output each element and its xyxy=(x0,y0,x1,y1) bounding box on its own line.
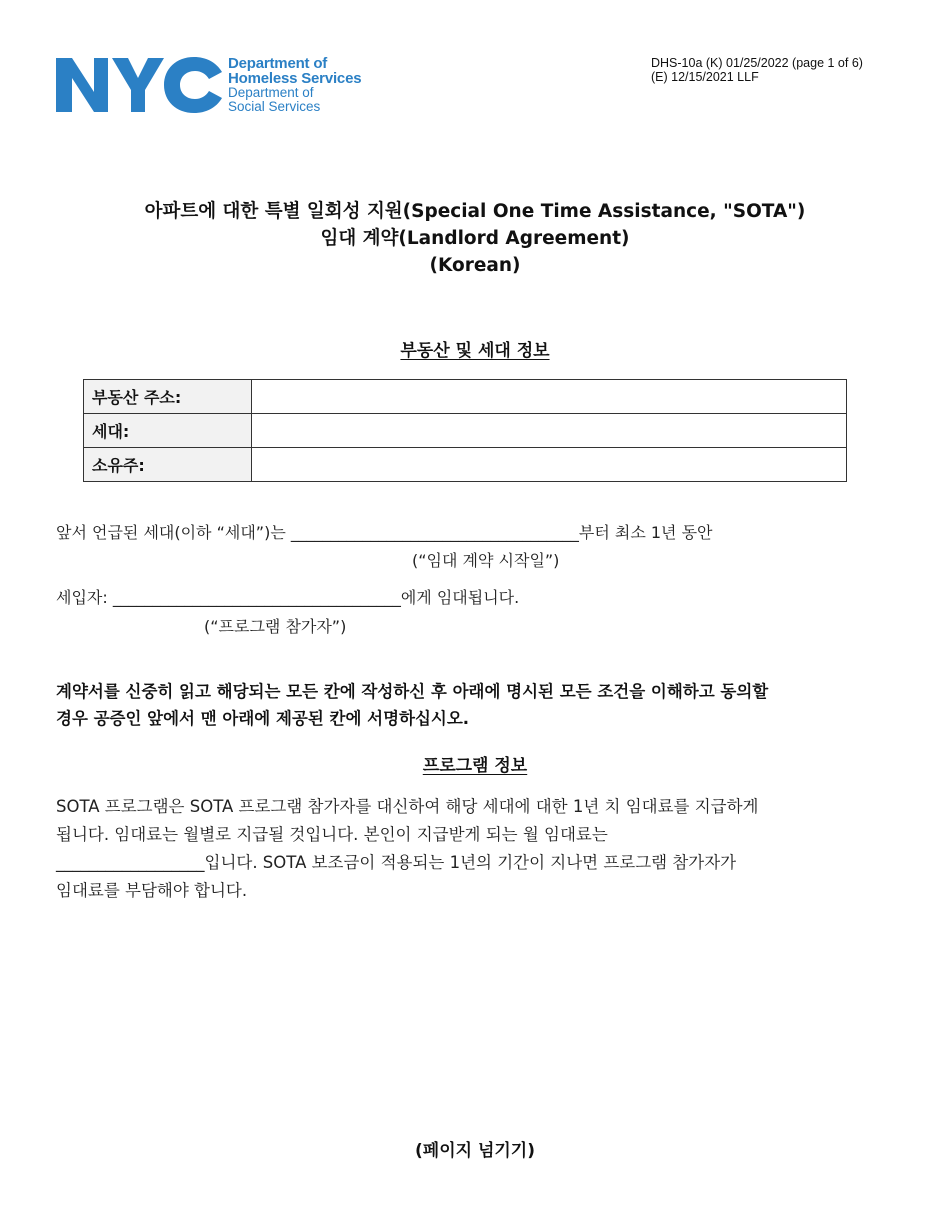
property-address-label: 부동산 주소: xyxy=(84,380,252,414)
unit-field[interactable] xyxy=(252,414,847,448)
property-info-table xyxy=(83,379,847,482)
document-title xyxy=(0,198,950,279)
form-revision-line: (E) 12/15/2021 LLF xyxy=(651,70,759,84)
logo-text xyxy=(228,56,361,114)
paragraph-line: 임대료를 부담해야 합니다. xyxy=(56,881,248,900)
owner-field[interactable] xyxy=(252,448,847,482)
owner-label: 소유주: xyxy=(84,448,252,482)
form-id-line: DHS-10a (K) 01/25/2022 (page 1 of 6) xyxy=(651,56,863,70)
logo-line: Department of xyxy=(228,85,314,100)
lease-start-caption: (“임대 계약 시작일”) xyxy=(412,551,560,570)
property-section-heading: 부동산 및 세대 정보 xyxy=(400,341,550,361)
tenant-caption: (“프로그램 참가자”) xyxy=(204,617,347,636)
signing-instructions xyxy=(56,678,876,732)
form-identifier xyxy=(651,56,863,84)
lease-start-line: 앞서 언급된 세대(이하 “세대”)는 ____________________________________부터 최소 1년 동안 xyxy=(56,523,713,542)
paragraph-line: __________________입니다. SOTA 보조금이 적용되는 1년의 기간이 지나면 프로그램 참가자가 xyxy=(56,853,737,872)
table-row xyxy=(84,414,847,448)
logo-line: Homeless Services xyxy=(228,70,362,87)
logo-line: Department of xyxy=(228,55,328,72)
table-row xyxy=(84,380,847,414)
continue-note: (페이지 넘기기) xyxy=(415,1141,535,1161)
unit-label: 세대: xyxy=(84,414,252,448)
title-line: 아파트에 대한 특별 일회성 지원(Special One Time Assistance, "SOTA") xyxy=(144,201,806,222)
program-section-heading: 프로그램 정보 xyxy=(422,756,528,776)
paragraph-line: SOTA 프로그램은 SOTA 프로그램 참가자를 대신하여 해당 세대에 대한 1년 치 임대료를 지급하게 xyxy=(56,797,759,816)
instruction-line: 경우 공증인 앞에서 맨 아래에 제공된 칸에 서명하십시오. xyxy=(56,709,470,728)
agency-logo xyxy=(56,56,376,118)
instruction-line: 계약서를 신중히 읽고 해당되는 모든 칸에 작성하신 후 아래에 명시된 모든 조건을 이해하고 동의할 xyxy=(56,682,769,701)
table-row xyxy=(84,448,847,482)
title-line: 임대 계약(Landlord Agreement) xyxy=(320,228,630,249)
paragraph-line: 됩니다. 임대료는 월별로 지급될 것입니다. 본인이 지급받게 되는 월 임대료는 xyxy=(56,825,608,844)
program-info-paragraph xyxy=(56,793,886,905)
tenant-line: 세입자: ____________________________________에게 임대됩니다. xyxy=(56,588,520,607)
nyc-logo-mark xyxy=(56,56,222,114)
title-line: (Korean) xyxy=(429,255,521,276)
property-address-field[interactable] xyxy=(252,380,847,414)
logo-line: Social Services xyxy=(228,99,321,114)
